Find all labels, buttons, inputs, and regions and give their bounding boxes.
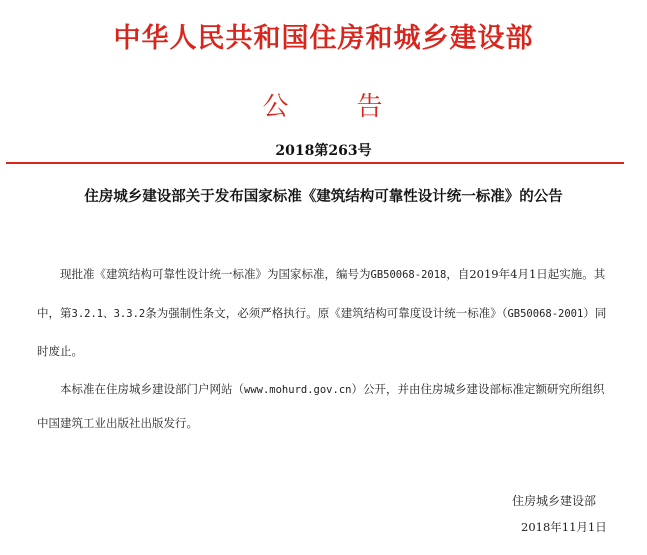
p1-line2-c: ）同	[583, 306, 607, 320]
p1-text-c: 起实施。其	[547, 267, 606, 281]
paragraph-2-line-2: 中国建筑工业出版社出版发行。	[37, 416, 198, 430]
old-standard-code: GB50068-2001	[507, 308, 584, 320]
paragraph-1-line-2	[37, 305, 606, 321]
standard-code: GB50068-2018	[370, 269, 447, 281]
signature-date: 2018年11月1日	[521, 520, 607, 534]
p2-text-a: 本标准在住房城乡建设部门户网站（	[60, 382, 244, 396]
notice-title-char-1: 公	[262, 92, 291, 122]
notice-title	[0, 86, 647, 123]
notice-subject: 住房城乡建设部关于发布国家标准《建筑结构可靠性设计统一标准》的公告	[84, 188, 563, 205]
ministry-header: 中华人民共和国住房和城乡建设部	[113, 23, 534, 54]
paragraph-2-line-1	[60, 381, 604, 397]
paragraph-1-line-1	[60, 266, 605, 282]
red-divider	[6, 162, 624, 164]
document-number: 2018第263号	[275, 143, 372, 159]
p1-line2-b: 条为强制性条文，必须严格执行。原《建筑结构可靠度设计统一标准》（	[145, 306, 508, 320]
notice-title-char-2: 告	[356, 92, 385, 122]
p1-text-a: 现批准《建筑结构可靠性设计统一标准》为国家标准，编号为	[60, 267, 371, 281]
mandatory-clauses: 3.2.1、3.3.2	[71, 308, 146, 320]
p1-text-b: ，自	[446, 267, 470, 281]
p1-line2-a: 中，第	[37, 306, 72, 320]
website-url[interactable]: www.mohurd.gov.cn	[244, 384, 352, 396]
signature-organization: 住房城乡建设部	[512, 494, 597, 508]
paragraph-1-line-3: 时废止。	[37, 344, 83, 358]
p2-text-b: ）公开，并由住房城乡建设部标准定额研究所组织	[351, 382, 605, 396]
effective-date: 2019年4月1日	[469, 267, 548, 281]
